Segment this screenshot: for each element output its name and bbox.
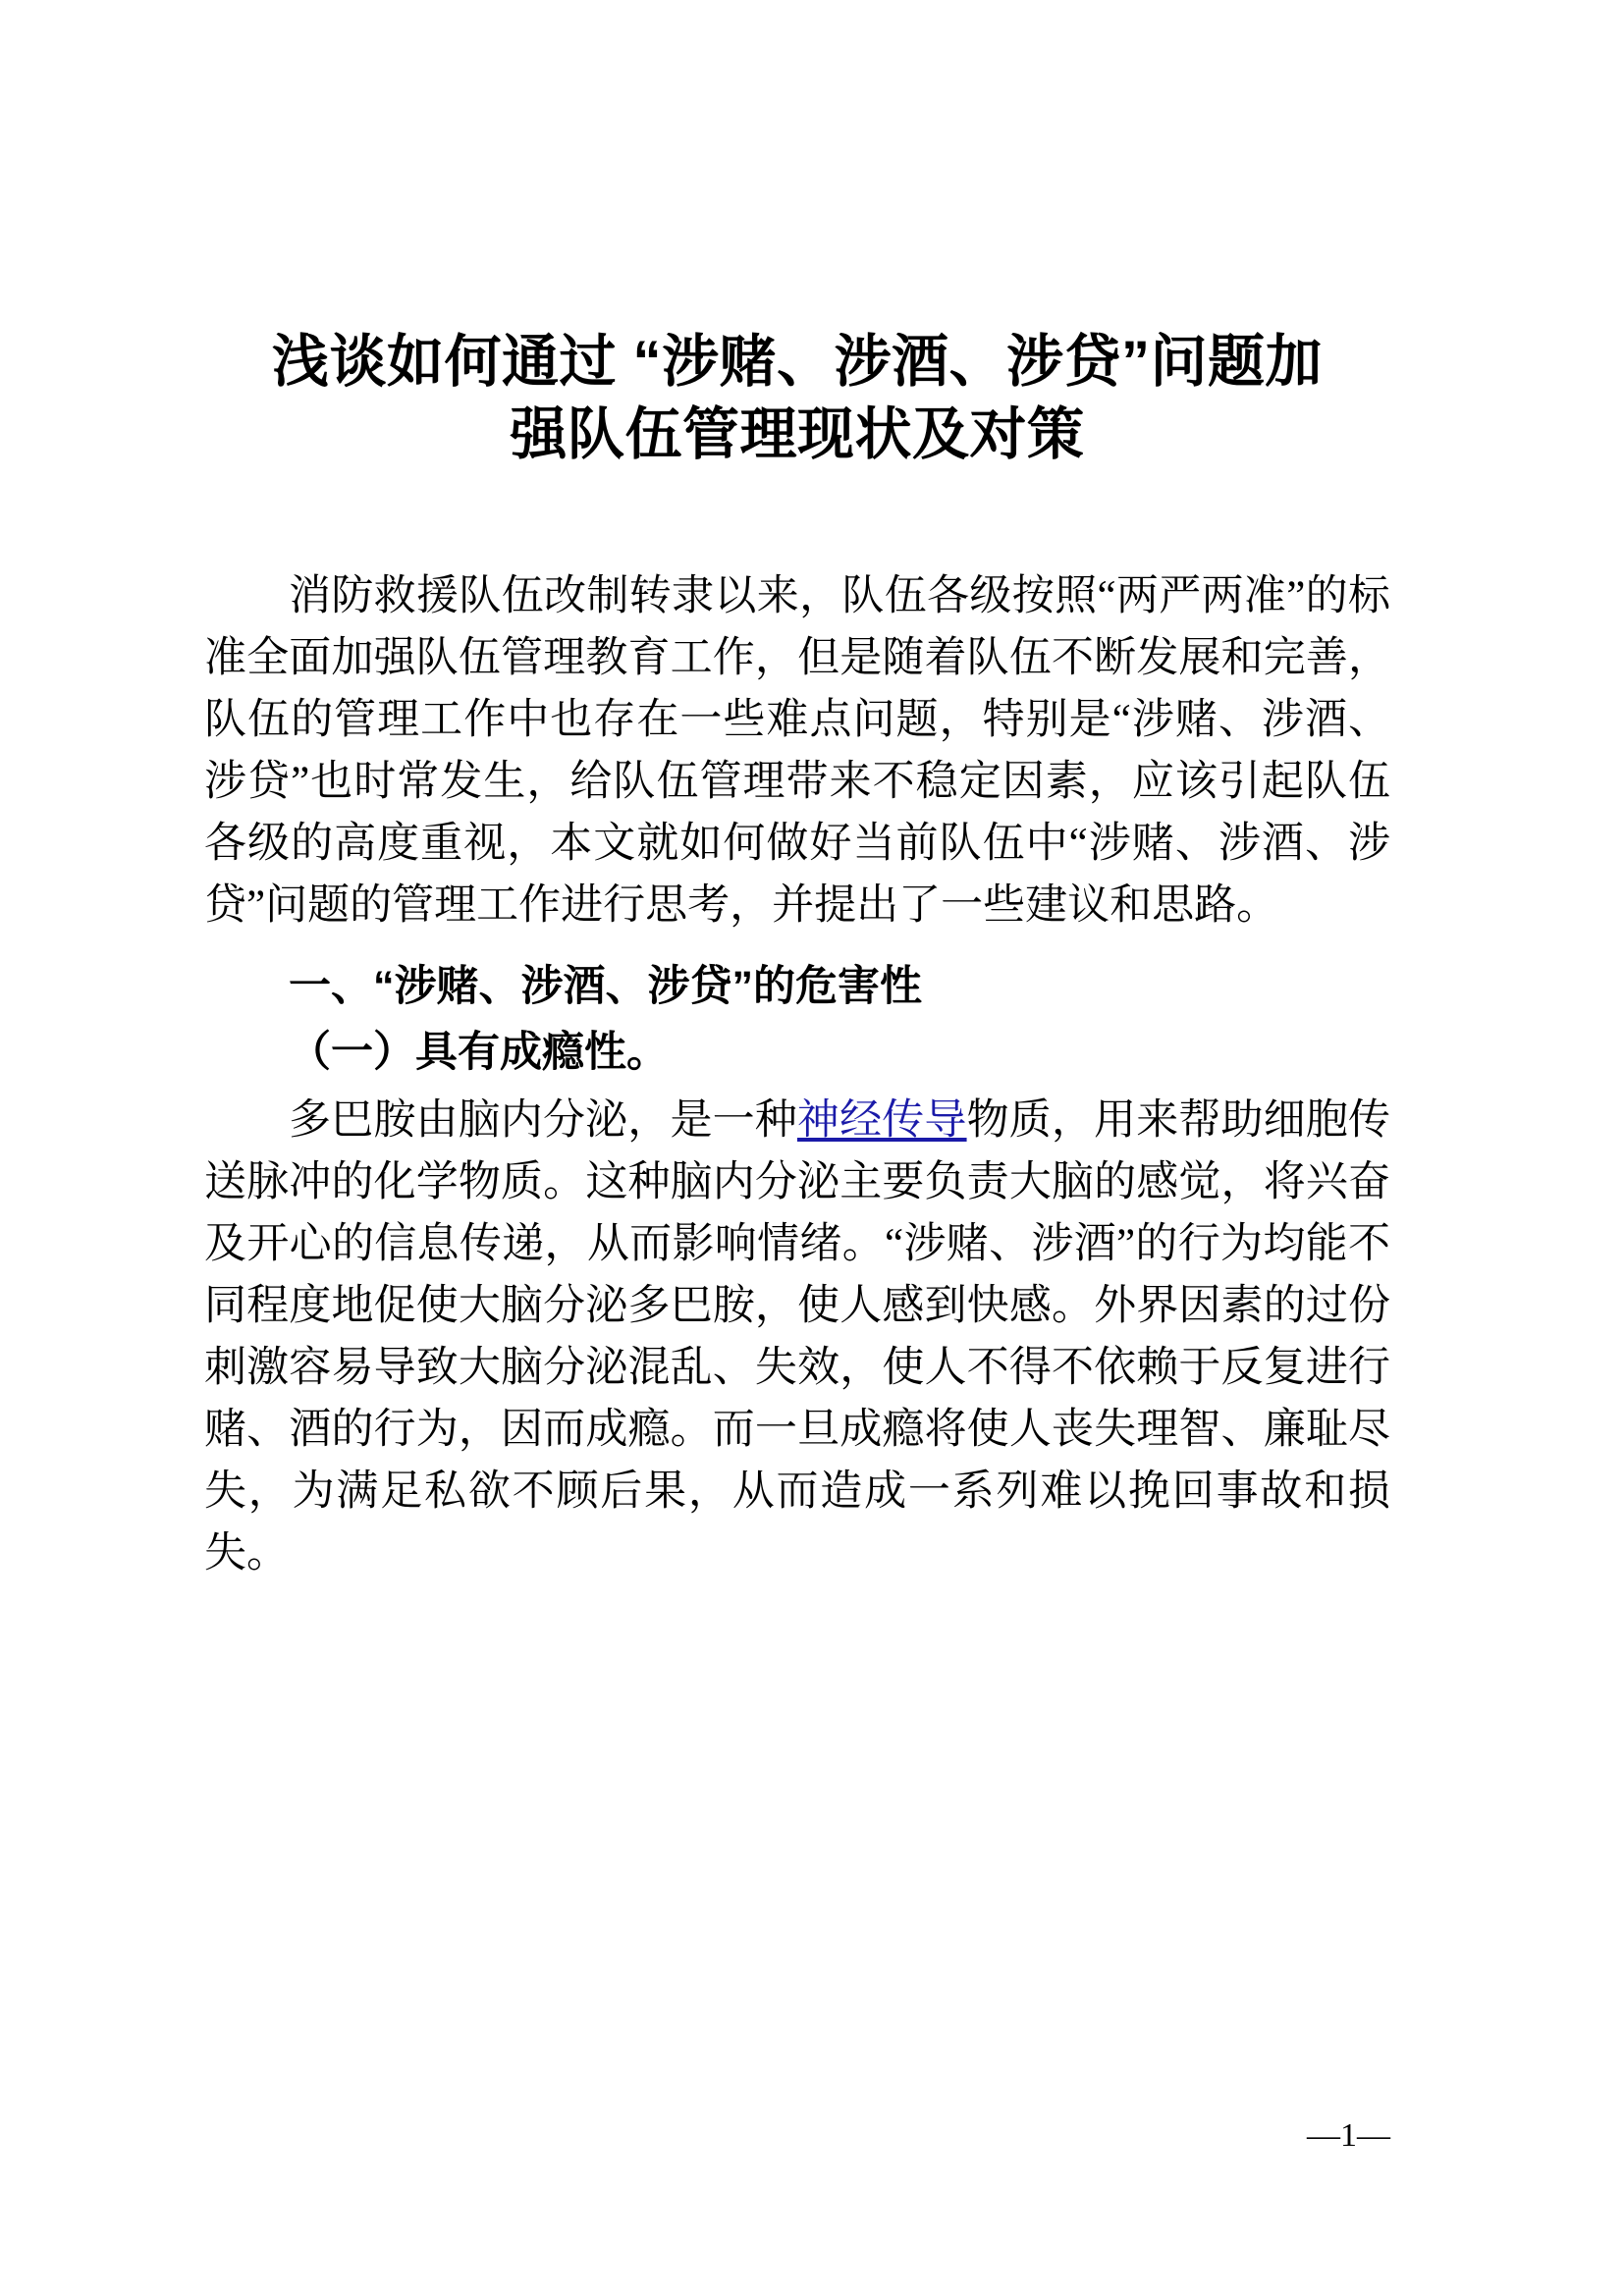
section-heading-level-2: （一）具有成瘾性。 <box>289 1029 669 1076</box>
intro-paragraph: 消防救援队伍改制转隶以来，队伍各级按照“两严两准”的标准全面加强队伍管理教育工作，但是随着队伍不断发展和完善，队伍的管理工作中也存在一些难点问题，特别是“涉赌、涉酒、涉贷”也时常发生，给队伍管理带来不稳定因素，应该引起队伍各级的高度重视，本文就如何做好当前队伍中“涉赌、涉酒、涉贷”问题的管理工作进行思考，并提出了一些建议和思路。 <box>204 573 1390 929</box>
page-title <box>204 0 1390 471</box>
body-paragraph <box>204 1090 1390 1584</box>
section-heading-level-1: 一、“涉赌、涉酒、涉贷”的危害性 <box>289 963 922 1010</box>
page-title-line-1: 浅谈如何通过 “涉赌、涉酒、涉贷”问题加 <box>271 330 1324 394</box>
body-text-after-link: 物质，用来帮助细胞传送脉冲的化学物质。这种脑内分泌主要负责大脑的感觉，将兴奋及开心的信息传递，从而影响情绪。“涉赌、涉酒”的行为均能不同程度地促使大脑分泌多巴胺，使人感到快感。外界因素的过份刺激容易导致大脑分泌混乱、失效，使人不得不依赖于反复进行赌、酒的行为，因而成瘾。而一旦成瘾将使人丧失理智、廉耻尽失，为满足私欲不顾后果，从而造成一系列难以挽回事故和损失。 <box>204 1097 1391 1576</box>
neurotransmission-hyperlink[interactable]: 神经传导 <box>796 1097 967 1144</box>
page-number-footer: —1— <box>1307 2117 1390 2154</box>
page-title-line-2: 强队伍管理现状及对策 <box>510 402 1085 466</box>
document-content-column <box>204 0 1390 1584</box>
body-text-before-link: 多巴胺由脑内分泌，是一种 <box>289 1097 797 1144</box>
